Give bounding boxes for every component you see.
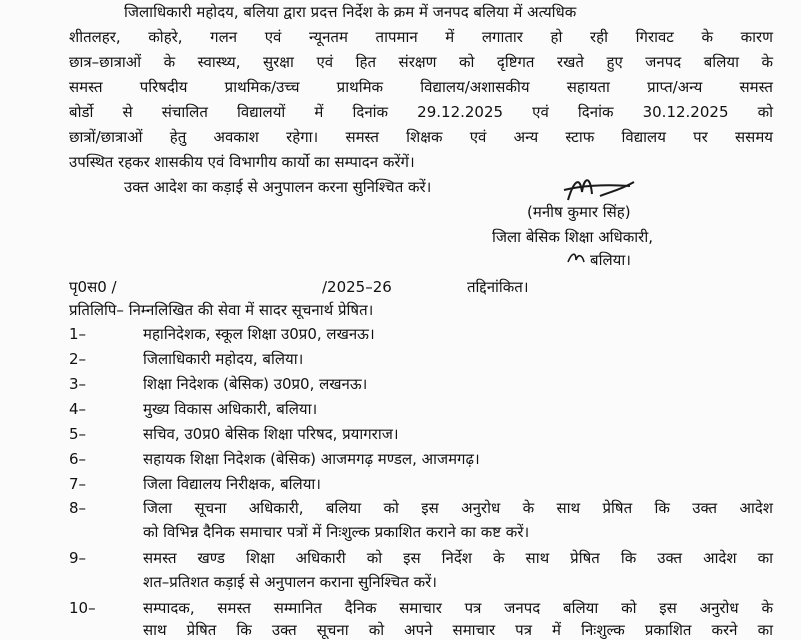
order-line: उपस्थित रहकर शासकीय एवं विभागीय कार्यो का सम्पादन करेंगें। xyxy=(69,153,415,171)
item-text: साथ प्रेषित कि उक्त सूचना को अपने समाचार पत्र में निःशुल्क प्रकाशित करने का xyxy=(143,621,773,639)
order-line: जिलाधिकारी महोदय, बलिया द्वारा प्रदत्त निर्देश के क्रम में जनपद बलिया में अत्यधिक xyxy=(124,3,577,21)
item-number: 1– xyxy=(69,325,87,343)
order-line: बोर्डो से संचालित विद्यालयों में दिनांक 29.12.2025 एवं दिनांक 30.12.2025 को xyxy=(69,103,773,121)
item-number: 10– xyxy=(69,599,96,617)
signature-scribble xyxy=(560,170,640,204)
item-text: शिक्षा निदेशक (बेसिक) उ0प्र0, लखनऊ। xyxy=(143,375,368,393)
item-text: को विभिन्न दैनिक समाचार पत्रों में निःशुल्क प्रकाशित कराने का कष्ट करें। xyxy=(143,523,530,541)
item-number: 4– xyxy=(69,400,87,418)
item-number: 5– xyxy=(69,425,87,443)
officer-designation: जिला बेसिक शिक्षा अधिकारी, xyxy=(492,228,653,246)
item-text: शत–प्रतिशत कड़ाई से अनुपालन कराना सुनिश्चित करें। xyxy=(143,573,437,591)
item-number: 6– xyxy=(69,450,87,468)
order-line: छात्र–छात्राओं के स्वास्थ्य, सुरक्षा एवं हित संरक्षण को दृष्टिगत रखते हुए जनपद बलिया के xyxy=(69,53,773,71)
item-text: सम्पादक, समस्त सम्मानित दैनिक समाचार पत्र जनपद बलिया को इस अनुरोध के xyxy=(143,599,773,617)
item-number: 9– xyxy=(69,549,87,567)
reference-year: /2025–26 xyxy=(322,278,392,296)
item-text: सचिव, उ0प्र0 बेसिक शिक्षा परिषद, प्रयागराज। xyxy=(143,425,399,443)
reference-dated: तद्दिनांकित। xyxy=(467,278,529,296)
compliance-line: उक्त आदेश का कड़ाई से अनुपालन करना सुनिश्चित करें। xyxy=(124,178,432,196)
item-text: महानिदेशक, स्कूल शिक्षा उ0प्र0, लखनऊ। xyxy=(143,325,375,343)
initial-mark xyxy=(566,250,586,266)
item-text: जिलाधिकारी महोदय, बलिया। xyxy=(143,350,304,368)
item-text: जिला सूचना अधिकारी, बलिया को इस अनुरोध के साथ प्रेषित कि उक्त आदेश xyxy=(143,499,773,517)
officer-place: बलिया। xyxy=(590,251,631,269)
order-line: शीतलहर, कोहरे, गलन एवं न्यूनतम तापमान में लगातार हो रही गिरावट के कारण xyxy=(69,28,773,46)
item-number: 7– xyxy=(69,475,87,493)
item-text: समस्त खण्ड शिक्षा अधिकारी को इस निर्देश के साथ प्रेषित कि उक्त आदेश का xyxy=(143,549,773,567)
order-line: छात्रों/छात्राओं हेतु अवकाश रहेगा। समस्त शिक्षक एवं अन्य स्टाफ विद्यालय पर ससमय xyxy=(69,128,773,146)
item-text: जिला विद्यालय निरीक्षक, बलिया। xyxy=(143,475,321,493)
item-text: मुख्य विकास अधिकारी, बलिया। xyxy=(143,400,318,418)
item-number: 2– xyxy=(69,350,87,368)
officer-name: (मनीष कुमार सिंह) xyxy=(527,203,631,221)
item-number: 8– xyxy=(69,499,87,517)
item-number: 3– xyxy=(69,375,87,393)
order-line: समस्त परिषदीय प्राथमिक/उच्च प्राथमिक विद्यालय/अशासकीय सहायता प्राप्त/अन्य समस्त xyxy=(69,78,773,96)
copy-heading: प्रतिलिपि– निम्नलिखित की सेवा में सादर सूचनार्थ प्रेषित। xyxy=(69,301,374,319)
item-text: सहायक शिक्षा निदेशक (बेसिक) आजमगढ़ मण्डल, आजमगढ़। xyxy=(143,450,480,468)
reference-number: पृ0स0 / xyxy=(69,278,117,296)
